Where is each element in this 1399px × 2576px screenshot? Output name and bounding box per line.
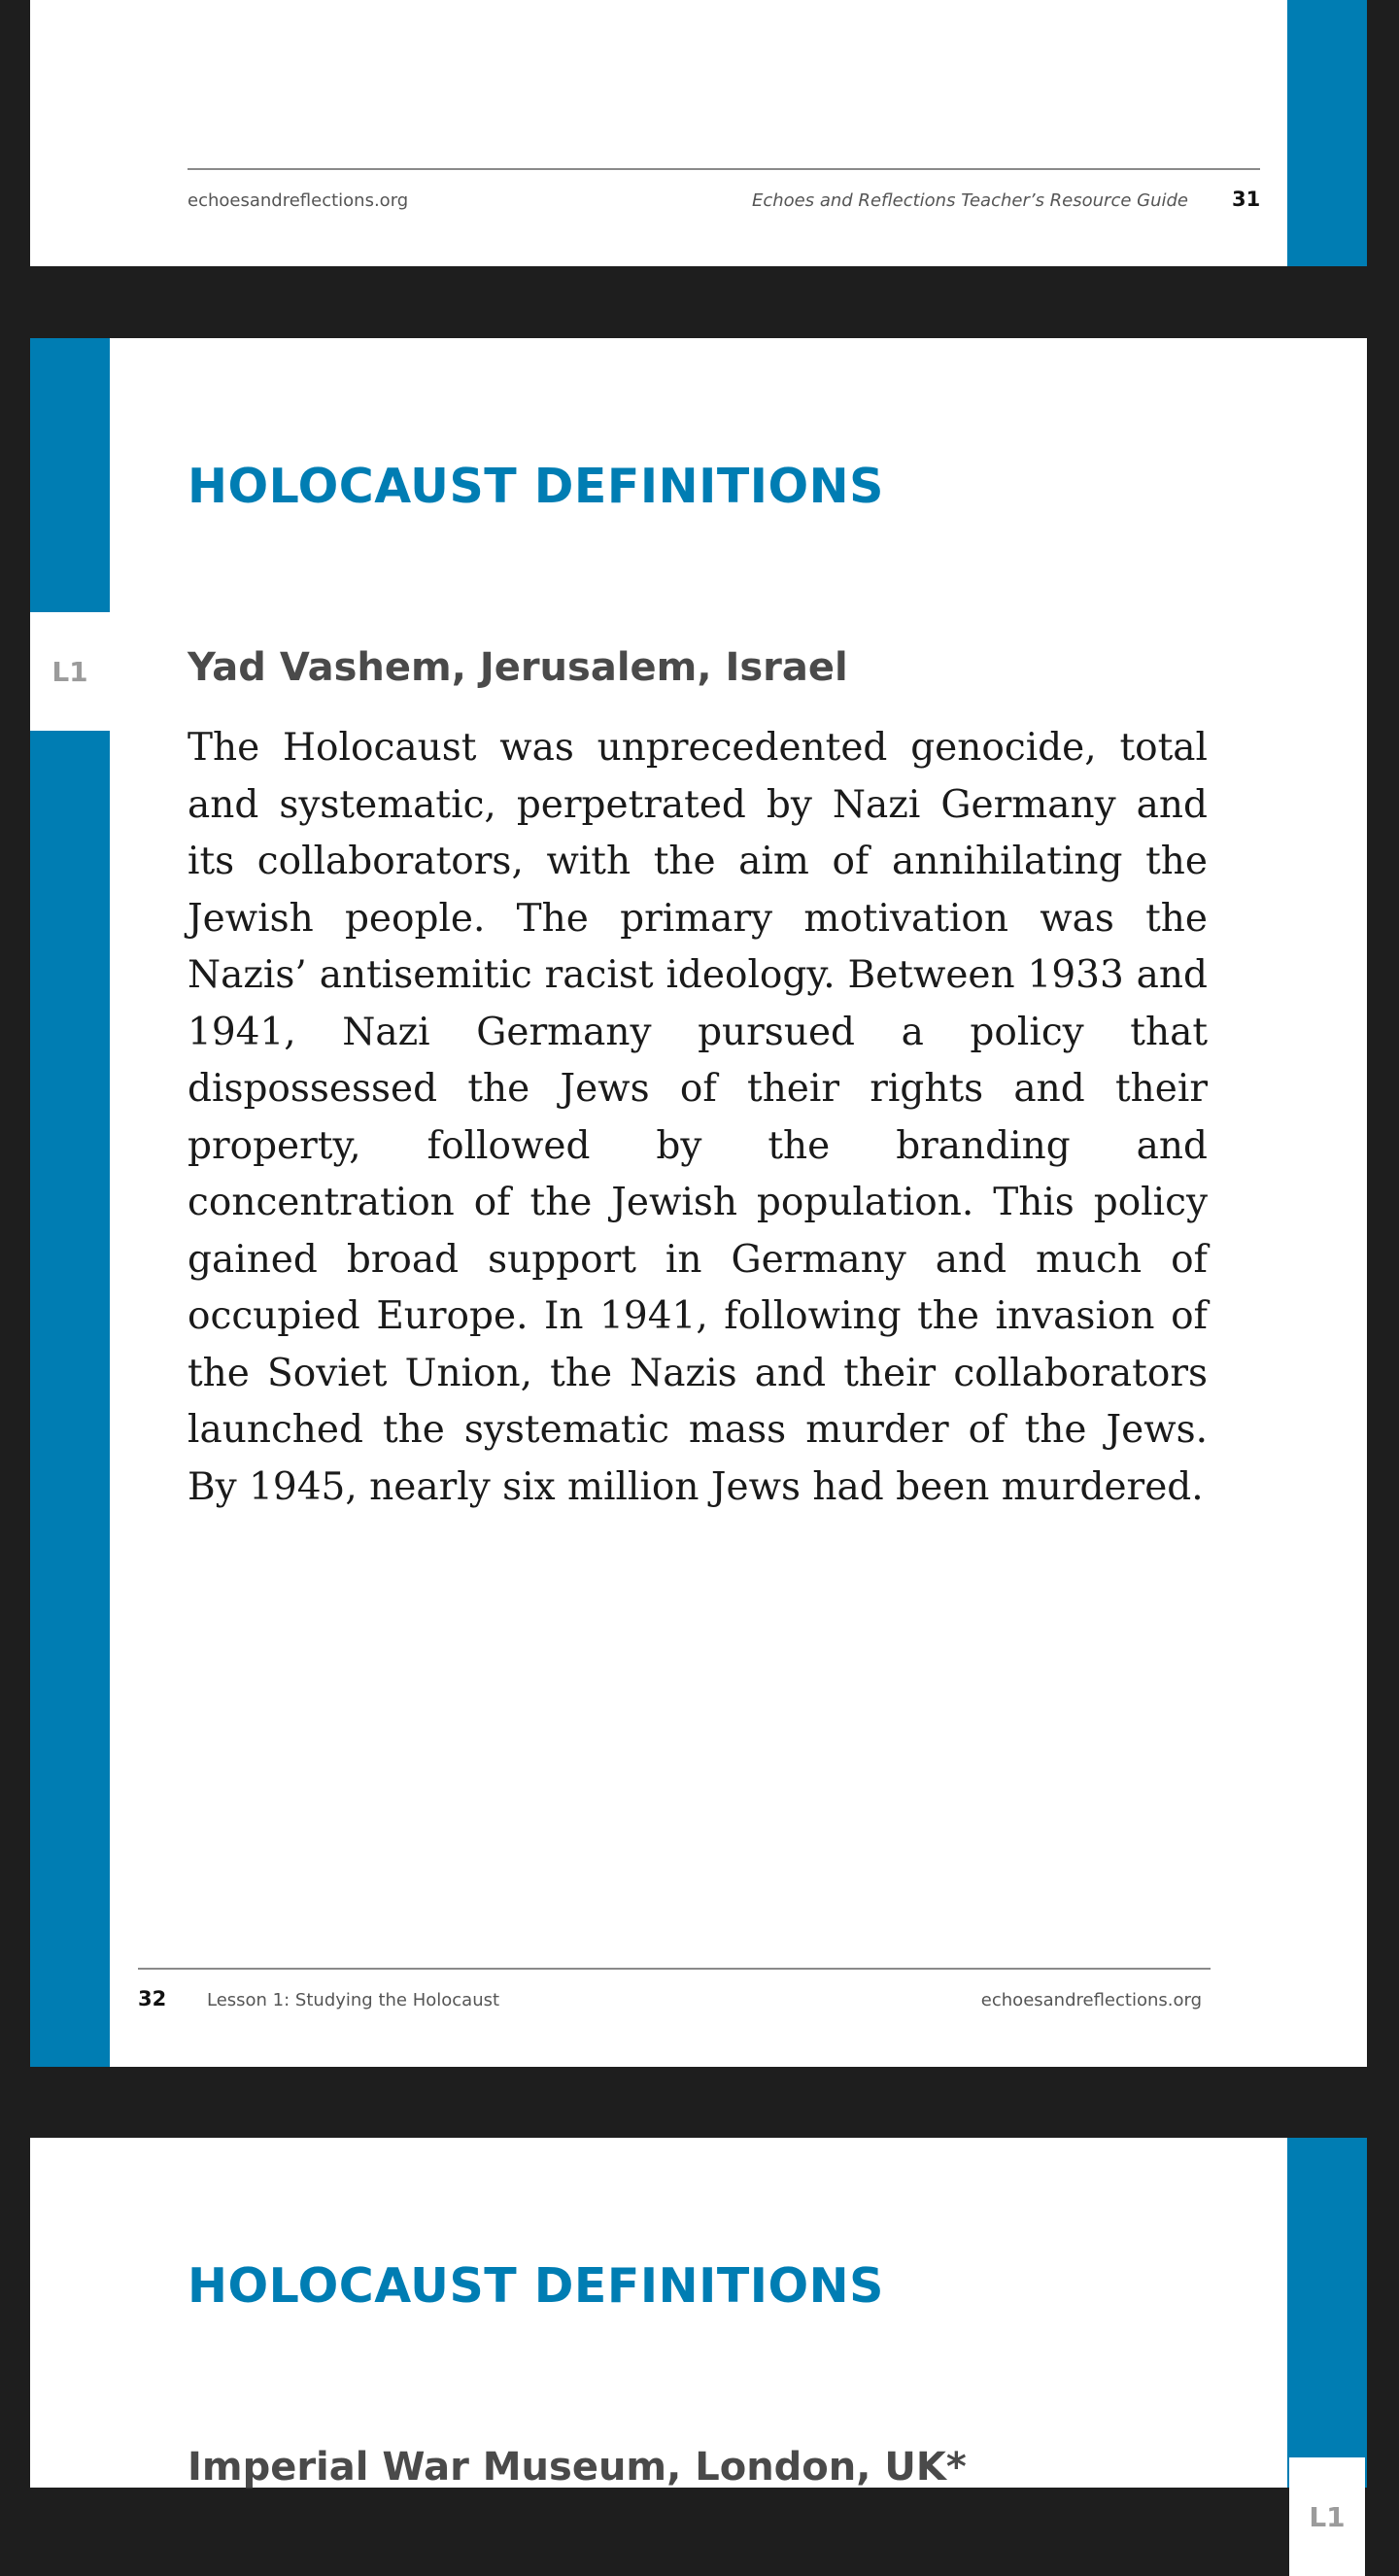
footer-site: echoesandreflections.org [980,1990,1202,2010]
page-number: 31 [1232,188,1261,211]
page-33 [30,2138,1367,2533]
page-31 [30,0,1367,266]
footer-site: echoesandreflections.org [188,190,409,211]
section-title: HOLOCAUST DEFINITIONS [188,459,884,514]
accent-bar-left [30,338,110,2067]
accent-bar-right [1287,0,1367,266]
footer-guide-title: Echoes and Reflections Teacher’s Resource Guide [751,190,1188,211]
footer-lesson: Lesson 1: Studying the Holocaust [207,1990,500,2010]
page-32 [30,338,1367,2067]
source-title: Imperial War Museum, London, UK* [188,2445,967,2490]
lesson-tab: L1 [30,612,110,731]
page-number: 32 [138,1987,167,2010]
section-title: HOLOCAUST DEFINITIONS [188,2258,884,2314]
footer-rule [138,1968,1211,1970]
definition-text: The Holocaust was unprecedented genocide, total and systematic, perpetrated by Nazi Germany and its collaborators, with the aim of annihilating the Jewish people. The primary motivation was the Nazis’ antisemitic racist ideology. Between 1933 and 1941, Nazi Germany pursued a policy that dispossessed the Jews of their rights and their property, followed by the branding and concentration of the Jewish population. This policy gained broad support in Germany and much of occupied Europe. In 1941, following the invasion of the Soviet Union, the Nazis and their collaborators launched the systematic mass murder of the Jews. By 1945, nearly six million Jews had been murdered. [188,726,1208,1509]
source-title: Yad Vashem, Jerusalem, Israel [188,645,848,690]
footer-rule [188,168,1260,170]
lesson-tab: L1 [1289,2457,1365,2576]
accent-bar-right [1287,2138,1367,2488]
